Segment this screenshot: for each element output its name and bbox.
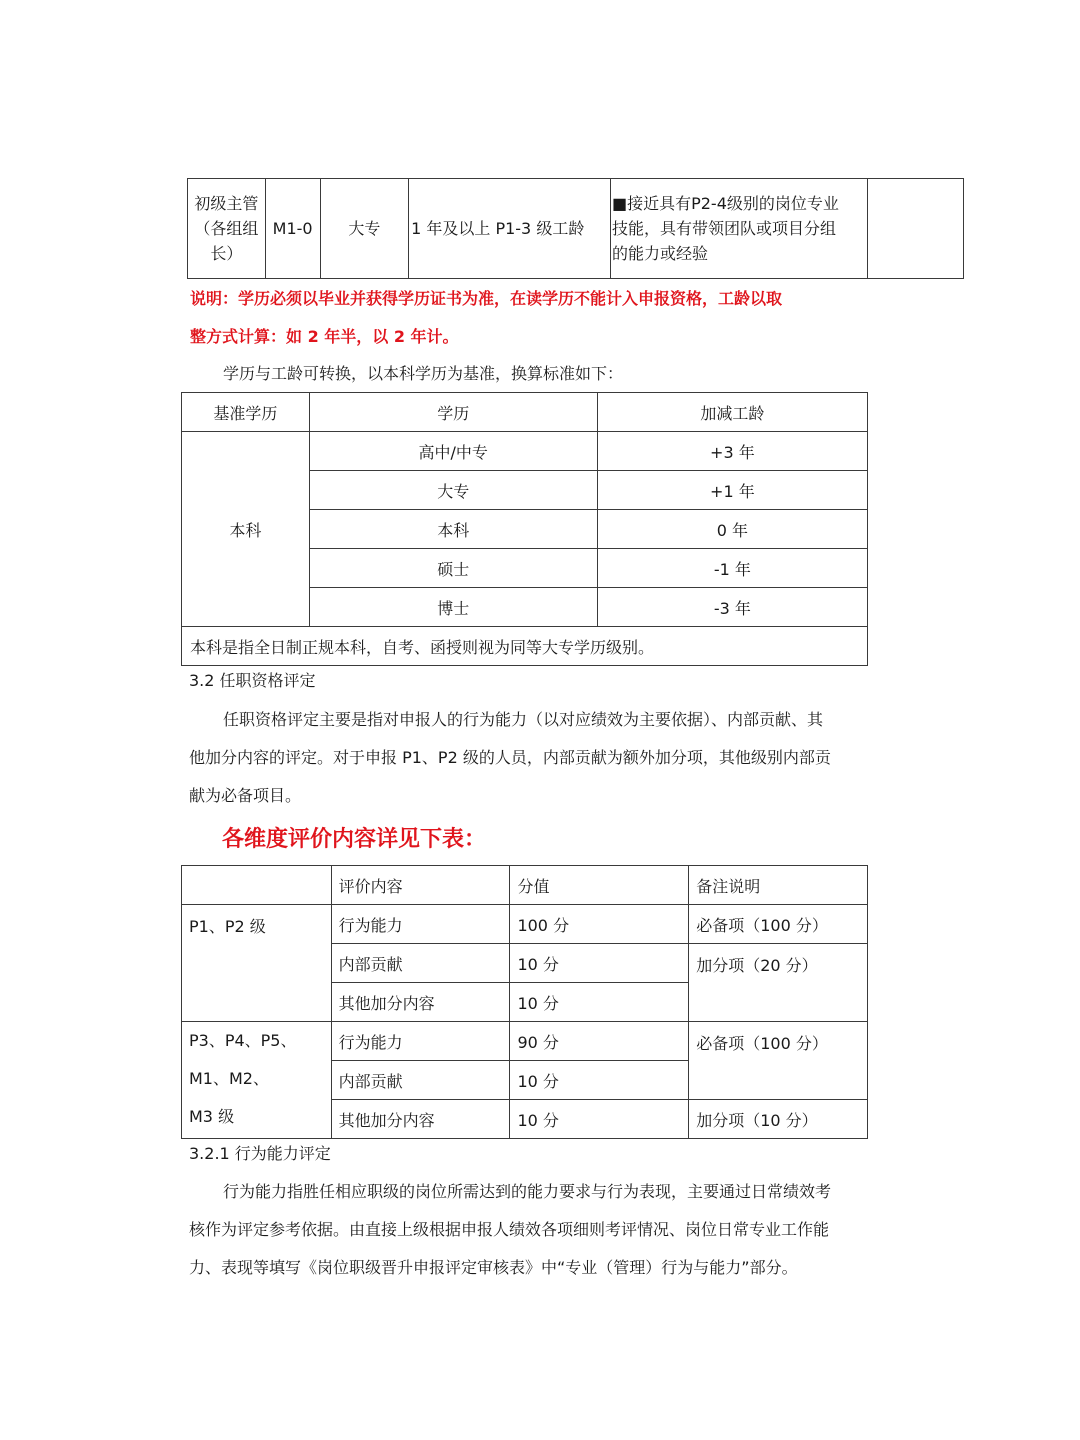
header-edu: 学历 <box>309 393 597 432</box>
skill-line: 的能力或经验 <box>611 244 708 263</box>
position-requirement-table <box>187 178 964 279</box>
table-row <box>182 432 868 471</box>
remark-cell: 必备项（100 分） <box>689 905 868 944</box>
edu-cell: 本科 <box>309 510 597 549</box>
paragraph-line: 献为必备项目。 <box>189 786 302 805</box>
table-row <box>182 1022 868 1061</box>
role-line: （各组组 <box>194 219 259 238</box>
score-cell: 10 分 <box>510 944 689 983</box>
experience-cell: 1 年及以上 P1-3 级工龄 <box>409 179 611 279</box>
note-line-2: 整方式计算：如 2 年半，以 2 年计。 <box>190 327 459 346</box>
adjust-cell: -1 年 <box>597 549 867 588</box>
paragraph-line: 任职资格评定主要是指对申报人的行为能力（以对应绩效为主要依据）、内部贡献、其 <box>223 710 824 729</box>
table-footnote: 本科是指全日制正规本科，自考、函授则视为同等大专学历级别。 <box>182 627 868 666</box>
education-conversion-table <box>181 392 868 666</box>
conversion-intro: 学历与工龄可转换，以本科学历为基准，换算标准如下： <box>223 364 624 383</box>
level-cell: P1、P2 级 <box>182 905 332 1022</box>
adjust-cell: -3 年 <box>597 588 867 627</box>
item-cell: 其他加分内容 <box>331 983 510 1022</box>
header-adjust: 加减工龄 <box>597 393 867 432</box>
item-cell: 行为能力 <box>331 1022 510 1061</box>
edu-cell: 大专 <box>309 471 597 510</box>
header-base-edu: 基准学历 <box>182 393 310 432</box>
remark-cell: 必备项（100 分） <box>689 1022 868 1100</box>
grade-code-cell: M1-0 <box>265 179 320 279</box>
table-row <box>182 905 868 944</box>
header-score: 分值 <box>510 866 689 905</box>
edu-cell: 高中/中专 <box>309 432 597 471</box>
section-title: 3.2 任职资格评定 <box>189 671 316 690</box>
red-heading: 各维度评价内容详见下表： <box>222 827 487 852</box>
base-edu-cell: 本科 <box>182 432 310 627</box>
score-cell: 10 分 <box>510 983 689 1022</box>
empty-cell <box>867 179 963 279</box>
role-line: 长） <box>210 244 243 263</box>
level-line: P3、P4、P5、M1、M2、 <box>189 1031 297 1088</box>
adjust-cell: +1 年 <box>597 471 867 510</box>
table-header-row <box>182 393 868 432</box>
level-line: M3 级 <box>189 1107 235 1126</box>
paragraph-line: 核作为评定参考依据。由直接上级根据申报人绩效各项细则考评情况、岗位日常专业工作能 <box>189 1220 830 1239</box>
header-remark: 备注说明 <box>689 866 868 905</box>
edu-cell: 博士 <box>309 588 597 627</box>
adjust-cell: +3 年 <box>597 432 867 471</box>
paragraph-line: 他加分内容的评定。对于申报 P1、P2 级的人员，内部贡献为额外加分项，其他级别内部贡 <box>189 748 831 767</box>
score-cell: 100 分 <box>510 905 689 944</box>
item-cell: 内部贡献 <box>331 1061 510 1100</box>
skill-cell <box>610 179 867 279</box>
note-line-1: 说明：学历必须以毕业并获得学历证书为准，在读学历不能计入申报资格，工龄以取 <box>190 289 783 308</box>
adjust-cell: 0 年 <box>597 510 867 549</box>
paragraph-line: 力、表现等填写《岗位职级晋升申报评定审核表》中“专业（管理）行为与能力”部分。 <box>189 1258 798 1277</box>
level-cell <box>182 1022 332 1139</box>
score-cell: 10 分 <box>510 1061 689 1100</box>
score-cell: 90 分 <box>510 1022 689 1061</box>
paragraph-line: 行为能力指胜任相应职级的岗位所需达到的能力要求与行为表现，主要通过日常绩效考 <box>223 1182 832 1201</box>
score-cell: 10 分 <box>510 1100 689 1139</box>
section-title: 3.2.1 行为能力评定 <box>189 1144 331 1163</box>
table-row <box>188 179 964 279</box>
header-level <box>182 866 332 905</box>
remark-cell: 加分项（10 分） <box>689 1100 868 1139</box>
table-header-row <box>182 866 868 905</box>
edu-cell: 硕士 <box>309 549 597 588</box>
role-cell <box>188 179 266 279</box>
evaluation-dimension-table <box>181 865 868 1139</box>
remark-cell: 加分项（20 分） <box>689 944 868 1022</box>
role-line: 初级主管 <box>194 194 259 213</box>
header-content: 评价内容 <box>331 866 510 905</box>
item-cell: 内部贡献 <box>331 944 510 983</box>
skill-line: ■接近具有P2-4级别的岗位专业 <box>611 194 839 213</box>
item-cell: 行为能力 <box>331 905 510 944</box>
table-footer-row <box>182 627 868 666</box>
skill-line: 技能，具有带领团队或项目分组 <box>611 219 836 238</box>
item-cell: 其他加分内容 <box>331 1100 510 1139</box>
education-cell: 大专 <box>320 179 409 279</box>
